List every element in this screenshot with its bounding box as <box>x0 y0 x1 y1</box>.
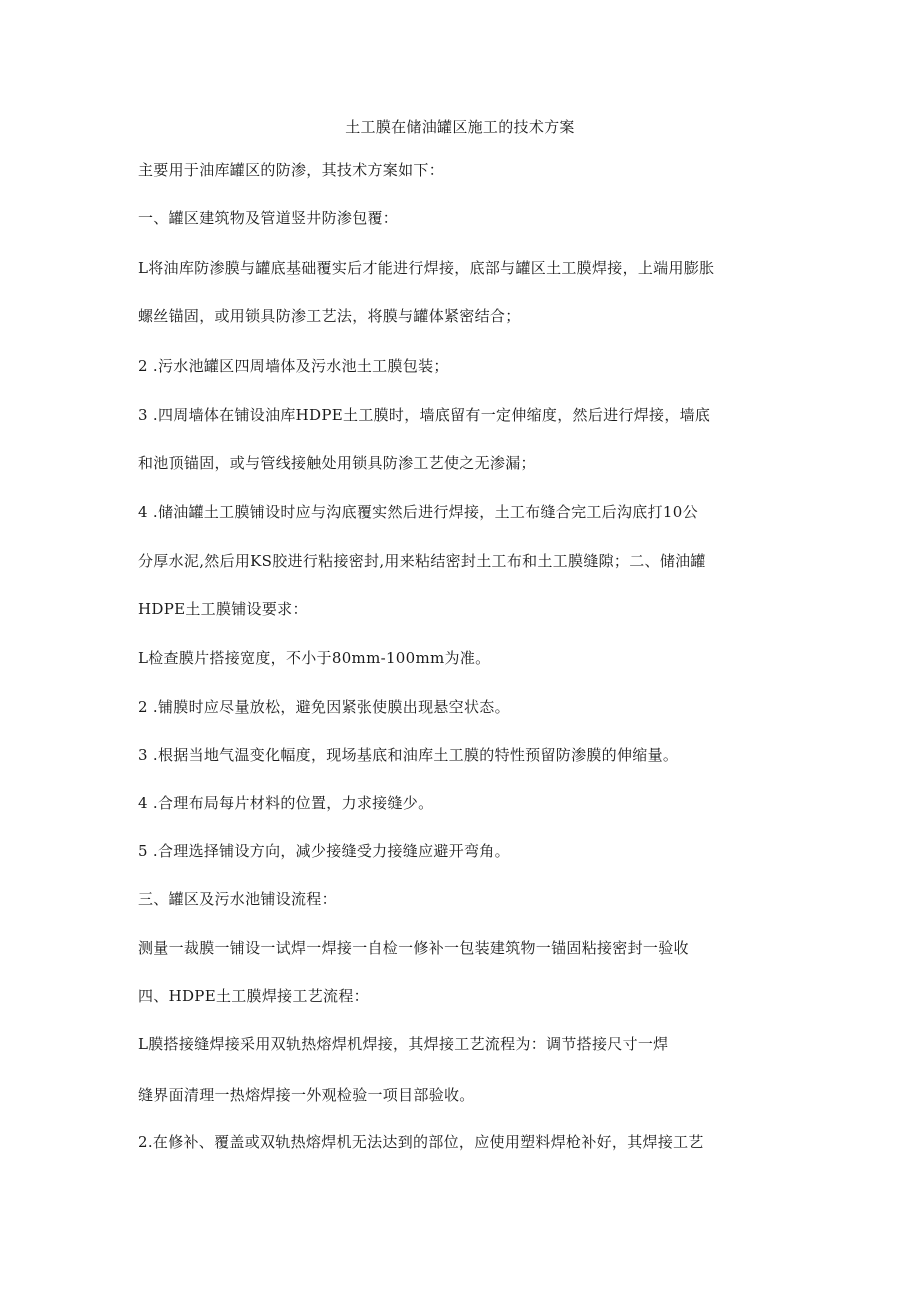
paragraph-line: 螺丝锚固，或用锁具防渗工艺法，将膜与罐体紧密结合； <box>138 307 521 325</box>
paragraph-line: HDPE土工膜铺设要求： <box>138 600 308 618</box>
paragraph-line: 2.在修补、覆盖或双轨热熔焊机无法达到的部位，应使用塑料焊枪补好，其焊接工艺 <box>138 1133 704 1151</box>
paragraph-line: 4 .储油罐土工膜铺设时应与沟底覆实然后进行焊接，土工布缝合完工后沟底打10公 <box>138 503 698 521</box>
section-heading-3: 三、罐区及污水池铺设流程： <box>138 890 337 908</box>
paragraph-line: 2 .铺膜时应尽量放松，避免因紧张使膜出现悬空状态。 <box>138 698 510 716</box>
section-heading-1: 一、罐区建筑物及管道竖井防渗包覆： <box>138 209 399 227</box>
paragraph-line: 缝界面清理一热熔焊接一外观检验一项目部验收。 <box>138 1086 475 1104</box>
paragraph-line: 分厚水泥,然后用KS胶进行粘接密封,用来粘结密封土工布和土工膜缝隙；二、储油罐 <box>138 552 706 570</box>
paragraph-line: 3 .四周墙体在铺设油库HDPE土工膜时，墙底留有一定伸缩度，然后进行焊接，墙底 <box>138 406 711 424</box>
paragraph-line: 5 .合理选择铺设方向，减少接缝受力接缝应避开弯角。 <box>138 842 510 860</box>
paragraph-line: 4 .合理布局每片材料的位置，力求接缝少。 <box>138 794 434 812</box>
paragraph-line: 和池顶锚固，或与管线接触处用锁具防渗工艺使之无渗漏； <box>138 454 536 472</box>
paragraph-line: L检查膜片搭接宽度，不小于80mm-100mm为准。 <box>138 649 491 667</box>
paragraph-line: L膜搭接缝焊接采用双轨热熔焊机焊接，其焊接工艺流程为：调节搭接尺寸一焊 <box>138 1035 669 1053</box>
document-title: 土工膜在储油罐区施工的技术方案 <box>345 118 575 136</box>
paragraph-intro: 主要用于油库罐区的防渗，其技术方案如下： <box>138 161 445 179</box>
paragraph-line: 测量一裁膜一铺设一试焊一焊接一自检一修补一包装建筑物一锚固粘接密封一验收 <box>138 939 689 957</box>
paragraph-line: 3 .根据当地气温变化幅度，现场基底和油库土工膜的特性预留防渗膜的伸缩量。 <box>138 746 679 764</box>
paragraph-line: 2 .污水池罐区四周墙体及污水池土工膜包装； <box>138 357 449 375</box>
section-heading-4: 四、HDPE土工膜焊接工艺流程： <box>138 987 369 1005</box>
paragraph-line: L将油库防渗膜与罐底基础覆实后才能进行焊接，底部与罐区土工膜焊接，上端用膨胀 <box>138 259 715 277</box>
